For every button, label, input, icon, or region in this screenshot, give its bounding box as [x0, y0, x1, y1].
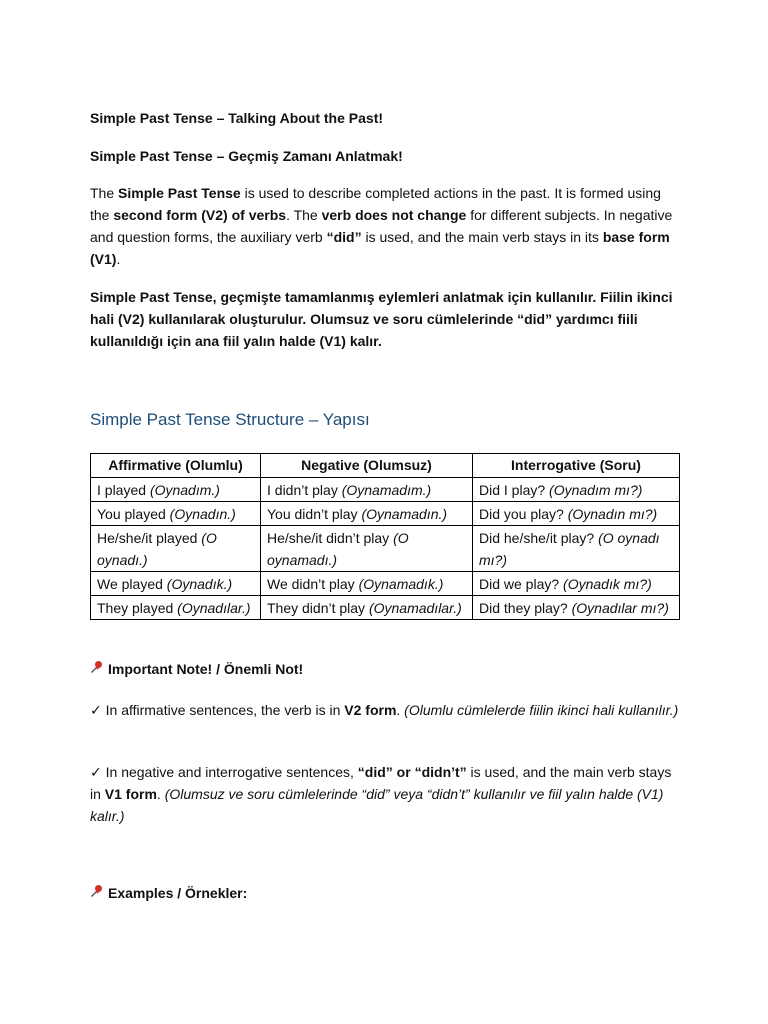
structure-heading: Simple Past Tense Structure – Yapısı	[90, 410, 370, 429]
table-row	[91, 478, 680, 502]
table-cell: Did we play? (Oynadık mı?)	[473, 572, 680, 596]
check-icon: ✓	[90, 702, 102, 718]
structure-table	[90, 453, 680, 620]
table-row	[91, 502, 680, 526]
pushpin-icon	[90, 658, 108, 680]
table-cell: You didn’t play (Oynamadın.)	[261, 502, 473, 526]
examples-heading: Examples / Örnekler:	[90, 882, 247, 904]
table-cell: They didn’t play (Oynamadılar.)	[261, 596, 473, 620]
header-negative: Negative (Olumsuz)	[261, 454, 473, 478]
intro-turkish: Simple Past Tense, geçmişte tamamlanmış eylemleri anlatmak için kullanılır. Fiilin ikinci hali (V2) kullanılarak oluşturulur. Olumsuz ve soru cümlelerinde “did” yardımcı fiili kullanıldığı için ana fiil yalın halde (V1) kalır.	[90, 289, 673, 349]
title-turkish: Simple Past Tense – Geçmiş Zamanı Anlatmak!	[90, 148, 403, 164]
table-header-row	[91, 454, 680, 478]
intro-english: The Simple Past Tense is used to describe completed actions in the past. It is formed using the second form (V2) of verbs. The verb does not change for different subjects. In negative and question forms, the auxiliary verb “did” is used, and the main verb stays in its base form (V1).	[90, 185, 673, 267]
title-english: Simple Past Tense – Talking About the Past!	[90, 110, 384, 126]
table-cell: He/she/it played (O oynadı.)	[91, 526, 261, 572]
table-cell: Did he/she/it play? (O oynadı mı?)	[473, 526, 680, 572]
table-cell: I played (Oynadım.)	[91, 478, 261, 502]
header-interrogative: Interrogative (Soru)	[473, 454, 680, 478]
table-cell: He/she/it didn’t play (O oynamadı.)	[261, 526, 473, 572]
table-cell: I didn’t play (Oynamadım.)	[261, 478, 473, 502]
check-icon: ✓	[90, 764, 102, 780]
table-cell: We didn’t play (Oynamadık.)	[261, 572, 473, 596]
table-cell: Did they play? (Oynadılar mı?)	[473, 596, 680, 620]
table-cell: They played (Oynadılar.)	[91, 596, 261, 620]
table-row	[91, 596, 680, 620]
table-cell: We played (Oynadık.)	[91, 572, 261, 596]
note-item-affirmative: ✓ In affirmative sentences, the verb is in V2 form. (Olumlu cümlelerde fiilin ikinci hali kullanılır.)	[90, 702, 679, 718]
note-item-negative-interrogative: ✓ In negative and interrogative sentences, “did” or “didn’t” is used, and the main verb stays in V1 form. (Olumsuz ve soru cümlelerinde “did” veya “didn’t” kullanılır ve fiil yalın halde (V1) kalır.)	[90, 764, 672, 824]
important-note-heading: Important Note! / Önemli Not!	[90, 658, 303, 680]
pushpin-icon	[90, 882, 108, 904]
header-affirmative: Affirmative (Olumlu)	[91, 454, 261, 478]
table-cell: Did you play? (Oynadın mı?)	[473, 502, 680, 526]
table-row	[91, 526, 680, 572]
table-cell: You played (Oynadın.)	[91, 502, 261, 526]
table-row	[91, 572, 680, 596]
table-cell: Did I play? (Oynadım mı?)	[473, 478, 680, 502]
